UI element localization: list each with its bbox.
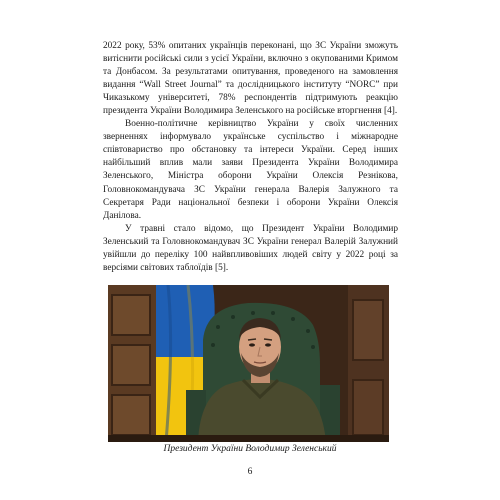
left-frame-top — [112, 295, 150, 335]
president-photo — [108, 285, 389, 442]
photo-illustration — [108, 285, 389, 442]
paragraph-1: 2022 року, 53% опитаних українців переконані, що ЗС України зможуть витіснити російські сили з усієї України, включно з окупованими Кримом та Донбасом. За результатами опитування, проведеного на замовлення видання “Wall Street Journal” та дослідницького інституту “NORC” при Чиказькому університеті, 78% респондентів підтримують реакцію президента України Володимира Зеленського на російське вторгнення [4]. — [103, 41, 398, 117]
left-frame-middle — [112, 345, 150, 385]
desk-edge — [108, 435, 389, 442]
left-frame-bottom — [112, 395, 150, 435]
figure-caption: Президент України Володимир Зеленський — [163, 444, 337, 454]
body-text — [103, 40, 398, 275]
right-frame — [353, 300, 383, 360]
paragraph-3: У травні стало відомо, що Президент України Володимир Зеленський та Головнокомандувач ЗС України генерал Валерій Залужний увійшли до переліку 100 найвпливовіших людей світу у 2022 році за версіями світових таблоїдів [5]. — [103, 223, 398, 273]
page-number: 6 — [247, 467, 253, 477]
right-frame-lower — [353, 380, 383, 435]
paragraph-2: Военно-політичне керівництво України у своїх численних зверненнях інформувало українське суспільство і міжнародне співтовариство про обстановку та інтереси України. Серед інших найбільший вплив мали заяви Президента України Володимира Зеленського, Міністра оборони України Олексія Резнікова, Головнокомандувача ЗС України генерала Валерія Залужного та Секретаря Ради національної безпеки і оборони України Олексія Данілова. — [103, 119, 398, 221]
